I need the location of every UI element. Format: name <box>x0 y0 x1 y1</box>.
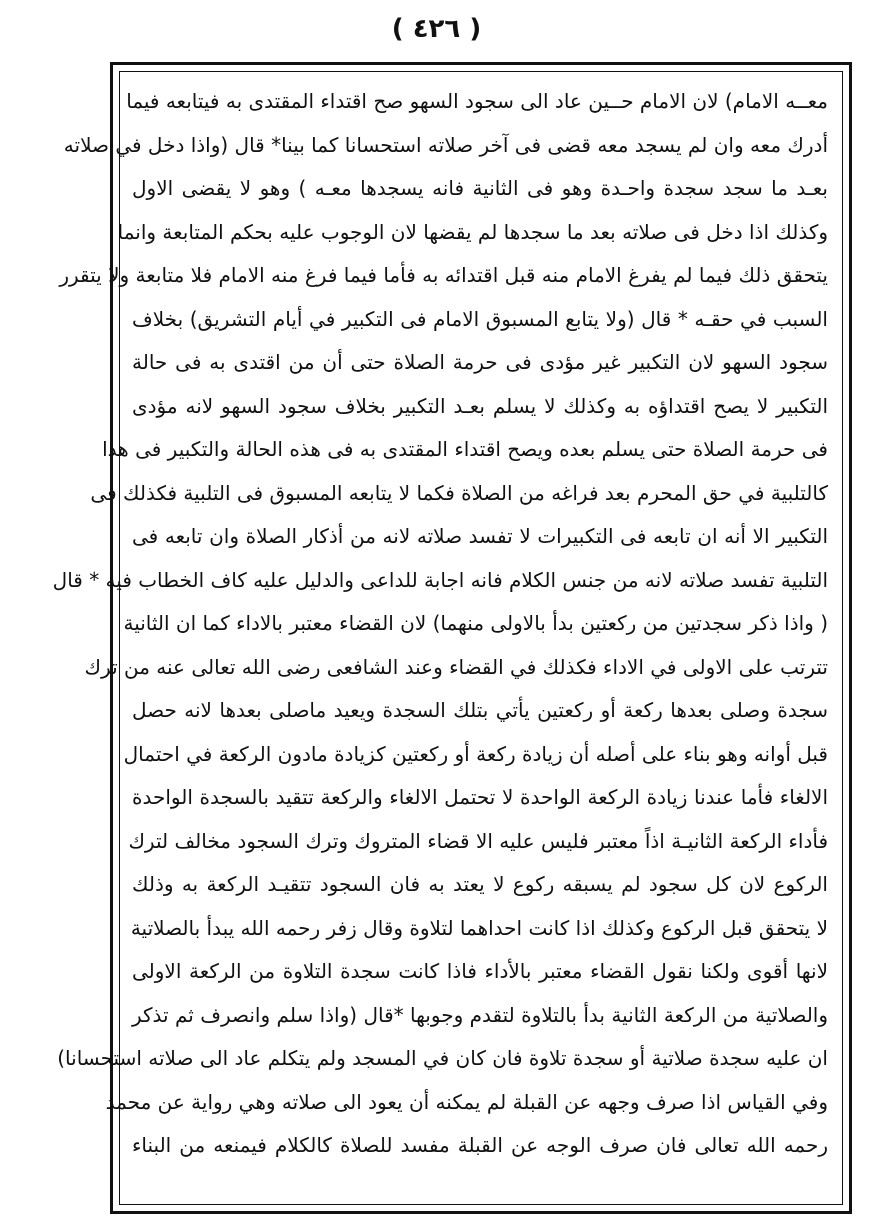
text-line: لانها أقوى ولكنا نقول القضاء معتبر بالأداء فاذا كانت سجدة التلاوة من الركعة الاولى <box>132 959 828 983</box>
text-body <box>52 80 828 1198</box>
text-line: السبب في حقـه * قال (ولا يتابع المسبوق الامام فى التكبير في أيام التشريق) بخلاف <box>132 306 828 331</box>
text-line: التلبية تفسد صلاته لانه من جنس الكلام فانه اجابة للداعى والدليل عليه كاف الخطاب فيه * قال <box>52 567 828 592</box>
text-line: سجود السهو لان التكبير غير مؤدى فى حرمة الصلاة حتى أن من اقتدى به فى حالة <box>132 350 828 374</box>
text-line: الالغاء فأما عندنا زيادة الركعة الواحدة لا تحتمل الالغاء والركعة تتقيد بالسجدة الواحدة <box>132 785 828 809</box>
text-line: معــه الامام) لان الامام حــين عاد الى سجود السهو صح اقتداء المقتدى به فيتابعه فيما <box>126 89 828 113</box>
text-line: وفي القياس اذا صرف وجهه عن القبلة لم يمكنه أن يعود الى صلاته وهي رواية عن محمد <box>105 1089 828 1114</box>
text-line: كالتلبية في حق المحرم بعد فراغه من الصلاة فكما لا يتابعه المسبوق فى التلبية فكذلك فى <box>90 480 828 505</box>
page-border <box>52 62 852 1214</box>
text-line: التكبير لا يصح اقتداؤه به وكذلك لا يسلم بعـد التكبير بخلاف سجود السهو لانه مؤدى <box>132 393 828 418</box>
text-line: لا يتحقق قبل الركوع وكذلك اذا كانت احداهما لتلاوة وقال زفر رحمه الله يبدأ بالصلاتية <box>130 915 828 940</box>
text-line: التكبير الا أنه ان تابعه فى التكبيرات لا تفسد صلاته لانه من أذكار الصلاة وان تابعه فى <box>132 524 828 548</box>
text-line: بعـد ما سجد سجدة واحـدة وهو فى الثانية فانه يسجدها معـه ) وهو لا يقضى الاول <box>132 176 828 200</box>
text-line: قبل أوانه وهو بناء على أصله أن زيادة ركعة أو ركعتين كزيادة مادون الركعة في احتمال <box>123 741 828 766</box>
text-line: أدرك معه وان لم يسجد معه قضى فى آخر صلاته استحسانا كما بينا* قال (واذا دخل في صلاته <box>63 132 828 157</box>
text-line: ان عليه سجدة صلاتية أو سجدة تلاوة فان كان في المسجد ولم يتكلم عاد الى صلاته استحسانا) <box>57 1046 828 1070</box>
text-line: يتحقق ذلك فيما لم يفرغ الامام منه قبل اقتدائه به فأما فيما فرغ منه الامام فلا متابعة ولا يتقرر <box>59 263 828 287</box>
text-line: ( واذا ذكر سجدتين من ركعتين بدأ بالاولى منهما) لان القضاء معتبر بالاداء كما ان الثانية <box>123 611 828 635</box>
text-line: تترتب على الاولى في الاداء فكذلك في القضاء وعند الشافعى رضى الله تعالى عنه من ترك <box>84 654 828 679</box>
text-line: سجدة وصلى بعدها ركعة أو ركعتين يأتي بتلك السجدة ويعيد ماصلى بعدها لانه حصل <box>132 698 828 722</box>
text-line: الركوع لان كل سجود لم يسبقه ركوع لا يعتد به فان السجود تتقيـد الركعة به وذلك <box>132 872 828 896</box>
text-line: والصلاتية من الركعة الثانية بدأ بالتلاوة لتقدم وجوبها *قال (واذا سلم وانصرف ثم تذكر <box>132 1002 828 1027</box>
text-line: وكذلك اذا دخل فى صلاته بعد ما سجدها لم يقضها لان الوجوب عليه بحكم المتابعة وانما <box>117 219 828 244</box>
text-line: رحمه الله تعالى فان صرف الوجه عن القبلة مفسد للصلاة كالكلام فيمنعه من البناء <box>132 1133 828 1157</box>
text-line: فأداء الركعة الثانيـة اذاً معتبر فليس عليه الا قضاء المتروك وترك السجود مخالف لترك <box>128 828 828 853</box>
page-number: ( ٤٢٦ ) <box>391 14 482 44</box>
page-inner-border <box>52 71 843 1205</box>
text-line: فى حرمة الصلاة حتى يسلم بعده ويصح اقتداء المقتدى به فى هذه الحالة والتكبير فى هذا <box>102 437 828 461</box>
